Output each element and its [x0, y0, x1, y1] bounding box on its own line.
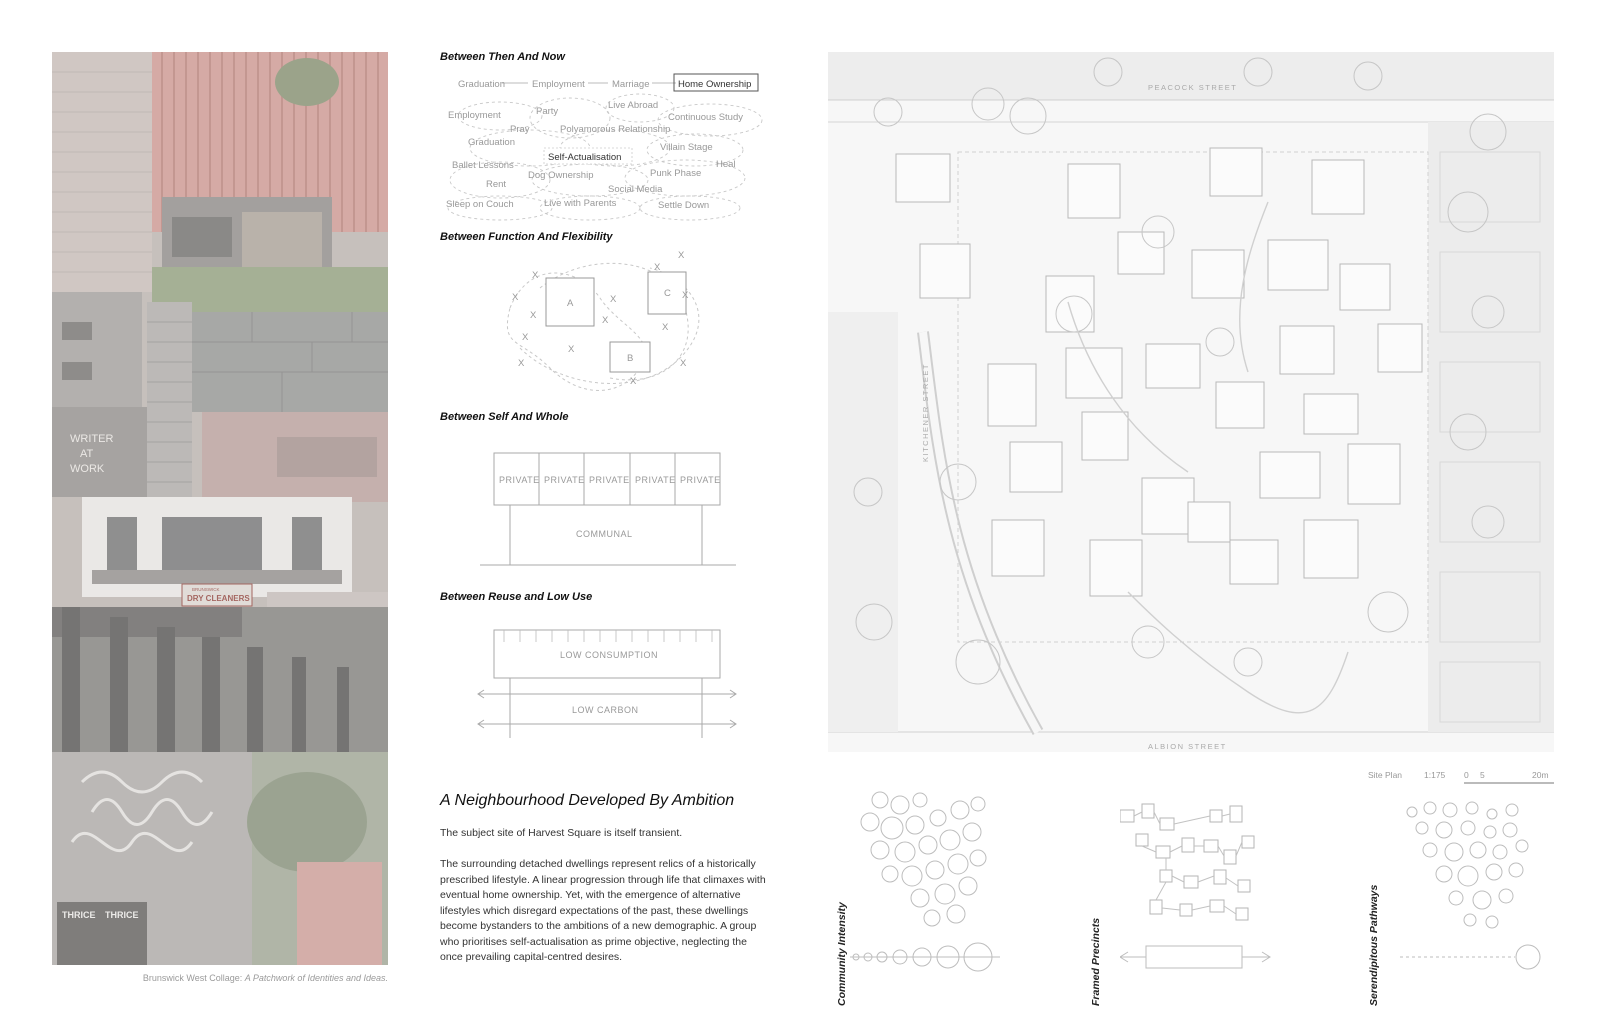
cloud-item: Rent	[486, 179, 507, 190]
concept-label-serendipitous: Serendipitous Pathways	[1368, 884, 1380, 1006]
private-label: PRIVATE	[635, 475, 676, 485]
x-marker: X	[654, 262, 661, 273]
cloud-item-self-actualisation: Self-Actualisation	[548, 152, 622, 163]
box-a-label: A	[567, 298, 574, 309]
cloud-item: Employment	[448, 110, 501, 121]
x-marker: X	[678, 250, 685, 261]
cloud-item: Graduation	[468, 137, 516, 148]
function-flex-diagram	[440, 248, 770, 403]
cloud-item: Party	[536, 106, 559, 117]
self-whole-diagram	[440, 445, 770, 570]
x-marker: X	[610, 294, 617, 305]
box-b-label: B	[627, 353, 634, 364]
cloud-item: Dog Ownership	[528, 170, 594, 181]
cloud-item: Pray	[510, 124, 530, 135]
scale-tick-5: 5	[1480, 770, 1485, 780]
cloud-item: Heal	[716, 159, 736, 170]
writer-text-3: WORK	[70, 463, 105, 475]
reuse-diagram	[440, 620, 770, 745]
private-label: PRIVATE	[544, 475, 585, 485]
x-marker: X	[680, 358, 687, 369]
scale-label: Site Plan	[1368, 770, 1403, 780]
timeline-item: Employment	[532, 79, 585, 90]
section-title-self-whole: Between Self And Whole	[440, 411, 569, 423]
scale-ratio: 1:175	[1424, 770, 1446, 780]
x-marker: X	[630, 376, 637, 387]
collage-caption-lead: Brunswick West Collage:	[142, 973, 245, 983]
concept-label-framed: Framed Precincts	[1090, 917, 1102, 1006]
collage-caption-italic: A Patchwork of Identities and Ideas.	[244, 973, 388, 983]
timeline-item: Marriage	[612, 79, 650, 90]
x-marker: X	[568, 344, 575, 355]
x-marker: X	[602, 315, 609, 326]
cloud-item: Punk Phase	[650, 168, 702, 179]
collage-caption	[52, 973, 388, 983]
scale-tick-20: 20m	[1532, 770, 1549, 780]
framed-precincts-diagram	[1120, 800, 1280, 980]
x-marker: X	[512, 292, 519, 303]
x-marker: X	[682, 290, 689, 301]
cloud-item: Social Media	[608, 184, 663, 195]
low-carbon-label: LOW CARBON	[572, 705, 639, 715]
street-label-north: PEACOCK STREET	[1148, 83, 1238, 92]
writer-text-1: WRITER	[70, 433, 114, 445]
section-title-reuse: Between Reuse and Low Use	[440, 591, 593, 603]
x-marker: X	[532, 270, 539, 281]
x-markers	[512, 250, 689, 387]
essay-body: The surrounding detached dwellings represent relics of a historically prescribed lifestyle. A linear progression through life that climaxes with eventual home ownership. Yet, with the emergence of alternative lifestyles which disregard expectations of the past, these dwellings become bystanders to the ambitions of a new demographic. A group who prioritises self-actualisation as prime objective, neglecting the once prevailing capital-centred desires.	[440, 858, 766, 963]
x-marker: X	[522, 332, 529, 343]
site-plan-svg	[828, 52, 1554, 752]
cloud-item: Polyamorous Relationship	[560, 124, 671, 135]
x-marker: X	[518, 358, 525, 369]
community-intensity-diagram	[850, 790, 1000, 980]
cloud-item: Settle Down	[658, 200, 710, 211]
collage-image	[52, 52, 388, 965]
street-label-south: ALBION STREET	[1148, 742, 1227, 751]
section-title-function-flex: Between Function And Flexibility	[440, 231, 613, 243]
thrice-text-1: THRICE	[62, 910, 96, 920]
concept-label-community: Community Intensity	[836, 902, 848, 1006]
box-c-label: C	[664, 288, 671, 299]
timeline-item-home-ownership: Home Ownership	[678, 79, 752, 90]
thrice-text-2: THRICE	[105, 910, 139, 920]
cloud-item: Live Abroad	[608, 100, 659, 111]
dry-cleaners-sign-text: DRY CLEANERS	[187, 594, 250, 603]
collage-artwork	[52, 52, 388, 965]
scale-tick-0: 0	[1464, 770, 1469, 780]
site-plan-drawing	[828, 52, 1554, 752]
cloud-item: Villain Stage	[660, 142, 713, 153]
cloud-item: Ballet Lessons	[452, 160, 514, 171]
private-label: PRIVATE	[680, 475, 721, 485]
private-label: PRIVATE	[589, 475, 630, 485]
then-now-diagram	[440, 68, 770, 223]
cloud-item: Continuous Study	[668, 112, 743, 123]
low-consumption-label: LOW CONSUMPTION	[560, 650, 659, 660]
private-label: PRIVATE	[499, 475, 540, 485]
x-marker: X	[662, 322, 669, 333]
cloud-item: Live with Parents	[544, 198, 617, 209]
cloud-item: Sleep on Couch	[446, 199, 514, 210]
communal-label: COMMUNAL	[576, 529, 633, 539]
brunswick-sign-text: BRUNSWICK	[192, 587, 220, 592]
timeline-item: Graduation	[458, 79, 506, 90]
writer-text-2: AT	[80, 448, 94, 460]
essay-title: A Neighbourhood Developed By Ambition	[440, 792, 735, 809]
essay-lead: The subject site of Harvest Square is itself transient.	[440, 827, 683, 839]
street-label-west: KITCHENER STREET	[921, 362, 930, 462]
x-marker: X	[530, 310, 537, 321]
section-title-then-now: Between Then And Now	[440, 51, 565, 63]
serendipitous-pathways-diagram	[1400, 800, 1550, 980]
